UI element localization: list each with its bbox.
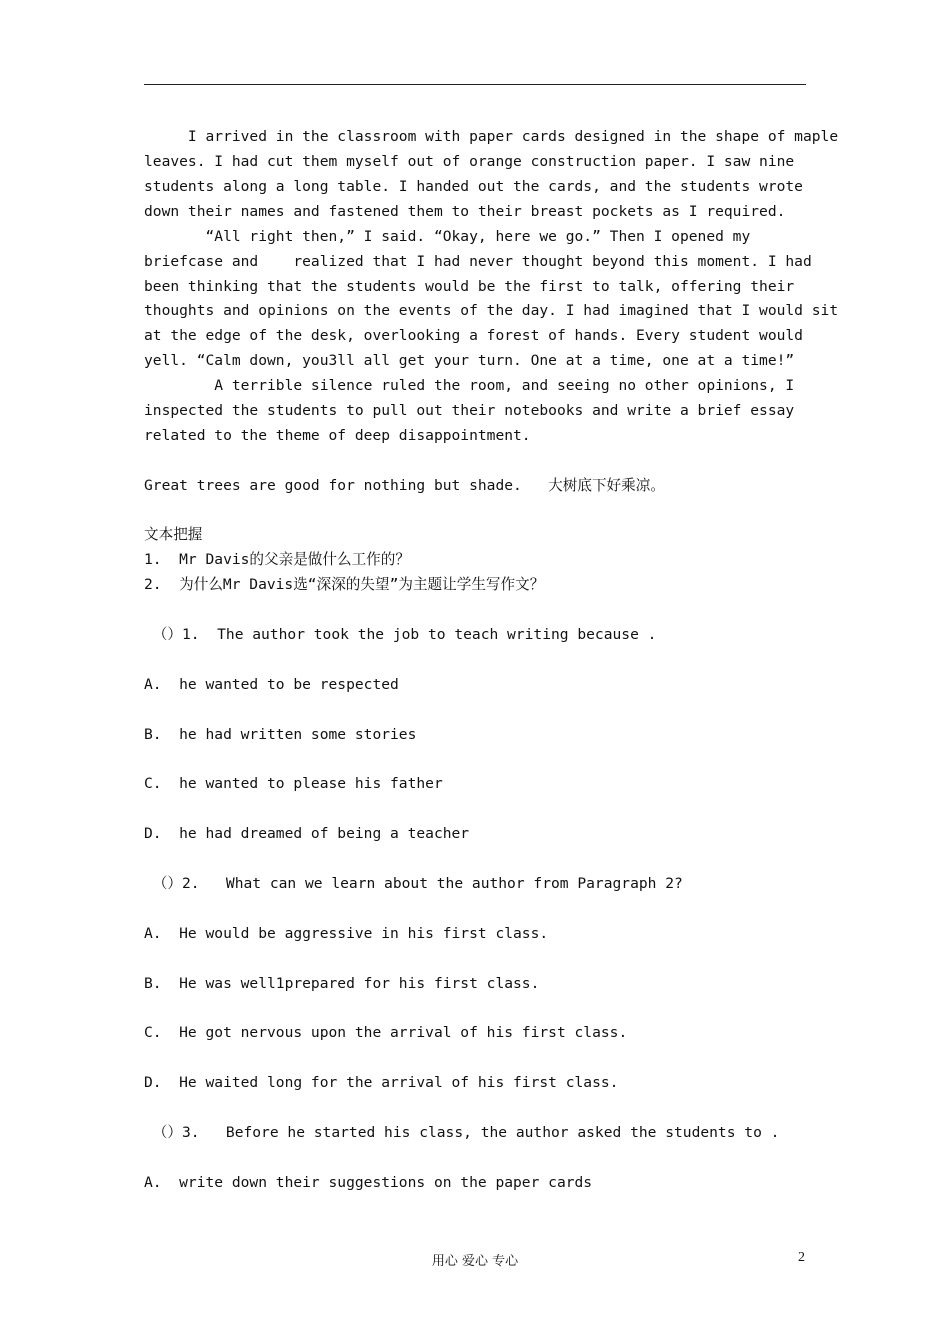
quiz-option: C. He got nervous upon the arrival of his first class. bbox=[144, 1024, 628, 1041]
quiz-option: C. he wanted to please his father bbox=[144, 775, 443, 792]
passage-line: down their names and fastened them to their breast pockets as I required. bbox=[144, 203, 786, 220]
proverb: Great trees are good for nothing but shade. 大树底下好乘凉。 bbox=[144, 477, 665, 494]
passage-line: at the edge of the desk, overlooking a forest of hands. Every student would bbox=[144, 327, 803, 344]
quiz-option: B. He was well1prepared for his first class. bbox=[144, 975, 540, 992]
quiz-question: （）1. The author took the job to teach writing because . bbox=[144, 626, 657, 643]
passage-line: “All right then,” I said. “Okay, here we go.” Then I opened my bbox=[144, 228, 751, 245]
page-number: 2 bbox=[798, 1250, 805, 1265]
header-rule bbox=[144, 84, 806, 85]
comprehension-question: 1. Mr Davis的父亲是做什么工作的？ bbox=[144, 551, 410, 568]
passage-line: students along a long table. I handed out the cards, and the students wrote bbox=[144, 178, 803, 195]
passage-line: thoughts and opinions on the events of the day. I had imagined that I would sit bbox=[144, 302, 839, 319]
passage-line: been thinking that the students would be the first to talk, offering their bbox=[144, 278, 795, 295]
comprehension-question: 2. 为什么Mr Davis选“深深的失望”为主题让学生写作文？ bbox=[144, 576, 545, 593]
quiz-option: A. He would be aggressive in his first class. bbox=[144, 925, 549, 942]
quiz-option: B. he had written some stories bbox=[144, 726, 417, 743]
quiz-question: （）3. Before he started his class, the author asked the students to . bbox=[144, 1124, 780, 1141]
quiz-option: A. write down their suggestions on the paper cards bbox=[144, 1174, 593, 1191]
passage-line: inspected the students to pull out their notebooks and write a brief essay bbox=[144, 402, 795, 419]
passage-line: A terrible silence ruled the room, and seeing no other opinions, I bbox=[144, 377, 795, 394]
quiz-option: D. He waited long for the arrival of his first class. bbox=[144, 1074, 619, 1091]
passage-line: related to the theme of deep disappointment. bbox=[144, 427, 531, 444]
quiz-option: A. he wanted to be respected bbox=[144, 676, 399, 693]
passage-line: leaves. I had cut them myself out of orange construction paper. I saw nine bbox=[144, 153, 795, 170]
quiz-question: （）2. What can we learn about the author from Paragraph 2? bbox=[144, 875, 683, 892]
quiz-option: D. he had dreamed of being a teacher bbox=[144, 825, 470, 842]
passage-line: yell. “Calm down, you3ll all get your turn. One at a time, one at a time!” bbox=[144, 352, 795, 369]
passage-line: briefcase and realized that I had never thought beyond this moment. I had bbox=[144, 253, 812, 270]
passage-line: I arrived in the classroom with paper cards designed in the shape of maple bbox=[144, 128, 839, 145]
footer-slogan: 用心 爱心 专心 bbox=[431, 1254, 519, 1269]
section-title: 文本把握 bbox=[144, 526, 203, 543]
